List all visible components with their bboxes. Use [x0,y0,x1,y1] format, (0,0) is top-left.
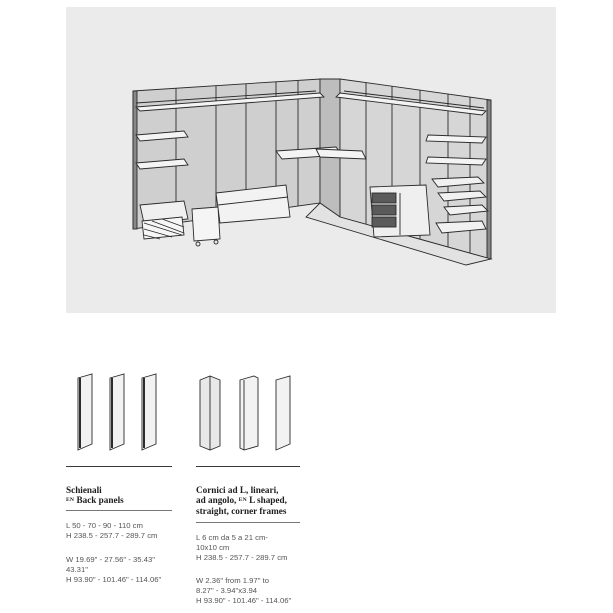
column-rule-bottom [66,510,172,511]
back-panels-imperial-specs [66,555,161,585]
corner-frames-title [196,485,287,516]
corner-frames-title-line-1: Cornici ad L, lineari, [196,485,279,495]
spec-line: H 238.5 - 257.7 - 289.7 cm [66,531,158,540]
spec-line: L 6 cm da 5 a 21 cm- [196,533,268,542]
spec-line: 8.27" - 3.94"x3.94 [196,586,258,595]
back-panels-thumbnail [72,372,162,452]
corner-frames-title-line-2b: L shaped, [249,495,287,506]
column-rule-top [196,466,300,467]
back-panels-name-it: Schienali [66,485,102,495]
spec-line: H 93.90" - 101.46" - 114.06" [66,575,162,584]
spec-line: 10x10 cm [196,543,230,552]
spec-line: H 238.5 - 257.7 - 289.7 cm [196,553,288,562]
column-rule-top [66,466,172,467]
spec-line: W 19.69" - 27.56" - 35.43" [66,555,155,564]
closet-line-drawing [66,7,556,313]
back-panels-name-en: Back panels [76,495,124,506]
spec-line: W 2.36" from 1.97" to [196,576,269,585]
back-panels-title [66,485,124,506]
walk-in-closet-illustration [66,7,556,313]
lang-tag: EN [66,497,75,504]
column-rule-bottom [196,522,300,523]
corner-frames-imperial-specs [196,576,291,606]
corner-frames-title-line-3: straight, corner frames [196,505,287,516]
corner-frames-metric-specs [196,533,287,563]
spec-line: H 93.90" - 101.46" - 114.06" [196,596,292,605]
corner-frames-thumbnail [196,372,296,452]
spec-line: 43.31" [66,565,88,574]
spec-line: L 50 - 70 - 90 - 110 cm [66,521,143,530]
back-panels-metric-specs [66,521,157,541]
lang-tag: EN [238,497,247,504]
corner-frames-title-line-2a: ad angolo, [196,495,237,506]
